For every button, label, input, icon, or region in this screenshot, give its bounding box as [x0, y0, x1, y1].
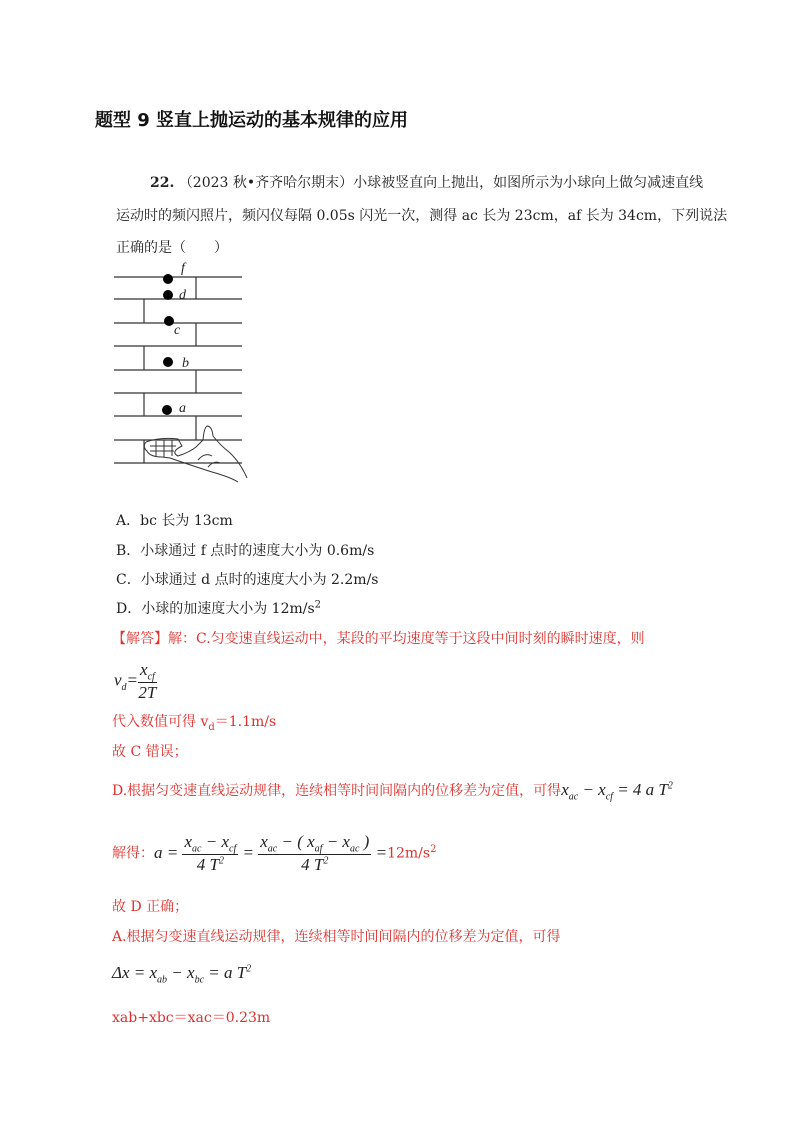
formula-delta-x: $\Delta x = x_{ab} - x_{bc} = a$ $T^2$	[112, 963, 252, 986]
ball-a	[162, 405, 172, 415]
option-a: A．bc 长为 13cm	[116, 513, 233, 529]
label-f: f	[181, 261, 185, 276]
answer-line-2	[112, 711, 276, 733]
ball-f	[163, 274, 173, 284]
option-c: C．小球通过 d 点时的速度大小为 2.2m/s	[116, 572, 379, 588]
label-d: d	[179, 288, 186, 303]
formula-vd: $v_d=$ $\frac{x_{cf}}{2T}$	[114, 660, 157, 703]
answer-line-6: 故 D 正确；	[112, 899, 189, 915]
formula-diff: $x_{ac} - x_{cf} = 4$ a $T^2$	[561, 780, 673, 803]
answer-text: 代入数值可得 v	[112, 714, 209, 730]
answer-text-sum: ab+xbc＝xac＝0.23m	[119, 1010, 271, 1026]
answer-result: 12m/s	[387, 845, 431, 862]
option-d-sup: 2	[314, 599, 322, 611]
label-a: a	[179, 401, 186, 416]
strobe-photo-figure	[0, 0, 800, 500]
ball-c	[164, 316, 174, 326]
label-b: b	[182, 356, 189, 371]
ball-positions	[162, 274, 174, 415]
answer-text: 解得：	[112, 845, 154, 862]
answer-line-4	[112, 780, 673, 802]
answer-line-8	[112, 1007, 270, 1027]
answer-text: D.根据匀变速直线运动规律，连续相等时间间隔内的位移差为定值，可得	[112, 783, 562, 799]
answer-text-x: x	[112, 1010, 120, 1026]
question-line-3: 正确的是（ ）	[116, 240, 228, 256]
answer-line-5: 解得：a = $\frac{x_{ac} - x_{cf}}{4 T^2}$ = $\frac{x_{ac} - ( x_{af} - x_{ac} )}{4 T^2}$ $=12m/s^2$	[112, 832, 437, 875]
question-line-2: 运动时的频闪照片，频闪仪每隔 0.05s 闪光一次，测得 ac 长为 23cm，af 长为 34cm，下列说法	[116, 208, 728, 224]
subscript: d	[208, 721, 215, 733]
ball-d	[163, 290, 173, 300]
section-title: 题型 9 竖直上抛运动的基本规律的应用	[95, 110, 409, 131]
formula-a: a = $\frac{x_{ac} - x_{cf}}{4 T^2}$ = $\frac{x_{ac} - ( x_{af} - x_{ac} )}{4 T^2}$ =	[154, 832, 388, 875]
answer-line-1: 【解答】解：C.匀变速直线运动中，某段的平均速度等于这段中间时刻的瞬时速度，则	[112, 631, 645, 647]
answer-text: ＝1.1m/s	[214, 714, 277, 730]
ball-b	[163, 357, 173, 367]
question-number: 22.	[150, 175, 175, 191]
option-d	[116, 598, 321, 618]
question-text: （2023 秋•齐齐哈尔期末）小球被竖直向上抛出，如图所示为小球向上做匀减速直线	[178, 175, 704, 191]
answer-line-7: A.根据匀变速直线运动规律，连续相等时间间隔内的位移差为定值，可得	[112, 929, 561, 945]
answer-line-3: 故 C 错误；	[112, 744, 188, 760]
option-b: B．小球通过 f 点时的速度大小为 0.6m/s	[116, 543, 375, 559]
label-c: c	[174, 323, 181, 338]
option-d-text: D．小球的加速度大小为 12m/s	[116, 601, 315, 617]
brick-wall	[114, 277, 242, 463]
